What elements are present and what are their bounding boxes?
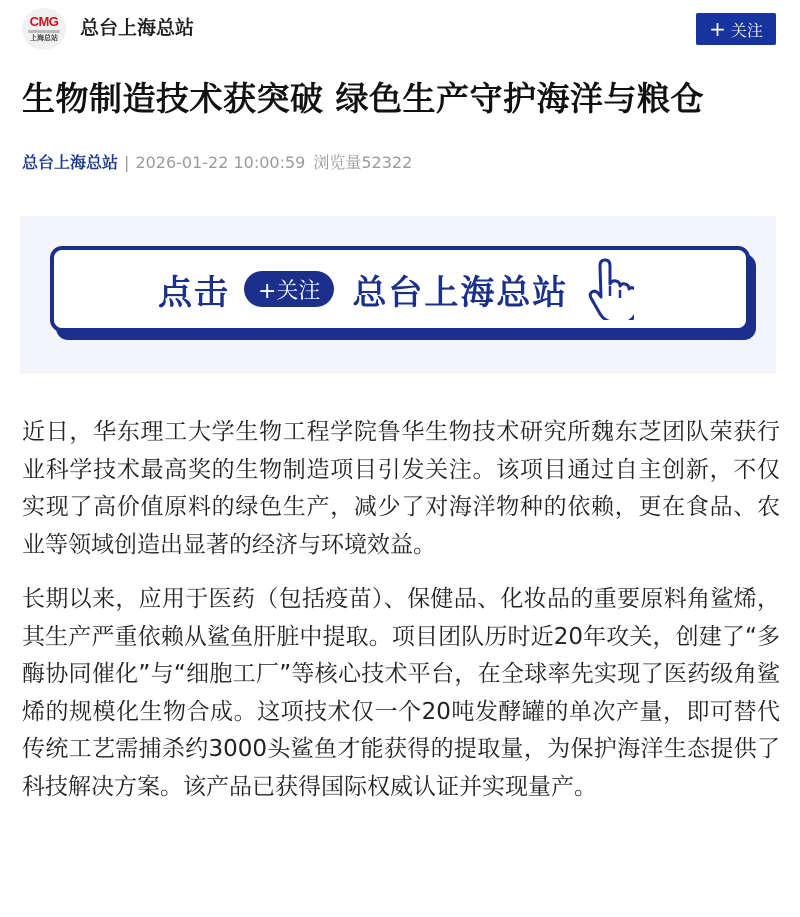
banner-content xyxy=(54,250,746,328)
banner-follow-button[interactable]: +关注 xyxy=(244,271,334,307)
follow-banner[interactable] xyxy=(20,216,776,374)
plus-icon: + xyxy=(709,17,726,41)
banner-text-right: 总台上海总站 xyxy=(352,272,569,313)
channel-logo[interactable] xyxy=(22,8,66,50)
meta-datetime: 2026-01-22 10:00:59 xyxy=(135,153,306,172)
article-meta xyxy=(22,151,412,175)
logo-text: CMG xyxy=(29,14,59,29)
logo-divider xyxy=(28,30,60,33)
meta-source[interactable]: 总台上海总站 xyxy=(22,153,119,172)
paragraph: 长期以来，应用于医药（包括疫苗）、保健品、化妆品的重要原料角鲨烯，其生产严重依赖从鲨鱼肝脏中提取。项目团队历时近20年攻关，创建了“多酶协同催化”与“细胞工厂”等核心技术平台，在全球率先实现了医药级角鲨烯的规模化生物合成。这项技术仅一个20吨发酵罐的单次产量，即可替代传统工艺需捕杀约3000头鲨鱼才能获得的提取量，为保护海洋生态提供了科技解决方案。该产品已获得国际权威认证并实现量产。 xyxy=(22,586,780,800)
channel-name[interactable]: 总台上海总站 xyxy=(80,17,195,39)
meta-views: 浏览量52322 xyxy=(313,153,413,172)
meta-separator: | xyxy=(124,153,130,172)
banner-pill[interactable] xyxy=(50,246,750,332)
article-title: 生物制造技术获突破 绿色生产守护海洋与粮仓 xyxy=(22,79,704,118)
logo-city: 上海总站 xyxy=(30,34,58,42)
banner-text-left: 点击 xyxy=(158,272,230,313)
follow-button[interactable] xyxy=(696,13,776,45)
follow-label: 关注 xyxy=(730,20,763,40)
article-body xyxy=(22,414,780,823)
top-bar xyxy=(0,0,800,58)
hand-pointer-icon xyxy=(582,258,634,320)
paragraph: 近日，华东理工大学生物工程学院鲁华生物技术研究所魏东芝团队荣获行业科学技术最高奖的生物制造项目引发关注。该项目通过自主创新，不仅实现了高价值原料的绿色生产，减少了对海洋物种的依赖，更在食品、农业等领域创造出显著的经济与环境效益。 xyxy=(22,419,780,558)
